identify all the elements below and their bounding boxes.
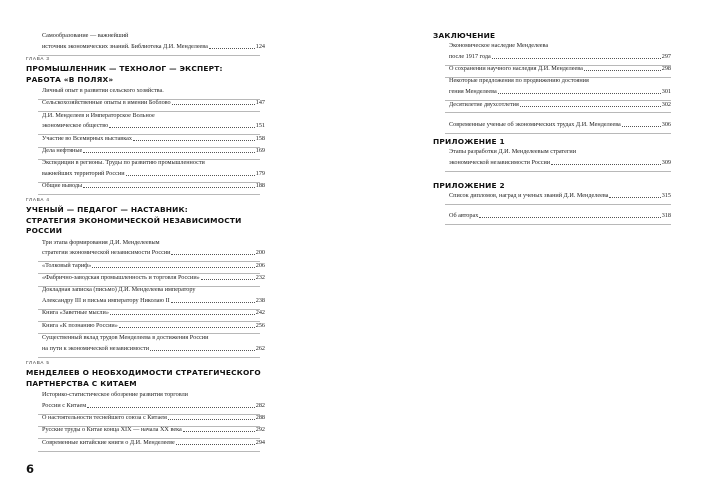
toc-entry-line: Некоторые предложения по продвижению достояния xyxy=(449,77,589,85)
toc-entry-title: гения Менделеева xyxy=(449,88,497,96)
section-title[interactable]: ЗАКЛЮЧЕНИЕ xyxy=(433,31,496,40)
dot-leader xyxy=(83,187,255,188)
toc-entry-line: Личный опыт в развитии сельского хозяйства. xyxy=(42,87,164,94)
toc-page-number: 200 xyxy=(255,249,265,257)
toc-entry-title: на пути к экономической независимости xyxy=(42,344,150,352)
section-title[interactable]: ПРИЛОЖЕНИЕ 1 xyxy=(433,137,505,146)
toc-page-number: 297 xyxy=(661,52,671,60)
toc-page-number: 188 xyxy=(255,182,265,190)
toc-entry[interactable] xyxy=(42,135,265,143)
toc-page-number: 169 xyxy=(255,147,265,154)
toc-page-number: 301 xyxy=(661,88,671,96)
toc-entry[interactable] xyxy=(449,192,671,200)
toc-entry[interactable] xyxy=(42,43,265,51)
toc-entry[interactable] xyxy=(42,297,265,305)
dot-leader xyxy=(168,419,255,420)
toc-page-number: 318 xyxy=(661,212,671,220)
dot-leader xyxy=(609,197,660,198)
toc-entry-title: Современные ученые об экономических трудах Д.И. Менделеева xyxy=(449,120,621,128)
toc-entry[interactable] xyxy=(449,53,671,61)
toc-entry-line: Экспедиции в регионы. Труды по развитию промышленности xyxy=(42,159,205,167)
toc-entry-title: Русские труды о Китае конца XIX — начала XX века xyxy=(42,426,182,434)
entry-divider xyxy=(38,357,260,358)
entry-divider xyxy=(38,194,260,195)
toc-entry-line: Самообразование — важнейший xyxy=(42,32,129,39)
toc-entry[interactable] xyxy=(449,121,671,129)
toc-page-number: 256 xyxy=(255,321,265,329)
toc-page-number: 242 xyxy=(255,309,265,317)
toc-entry[interactable] xyxy=(42,249,265,257)
toc-entry-title: «Фабрично-заводская промышленность и торговля России» xyxy=(42,273,200,281)
chapter-label: ГЛАВА 5 xyxy=(26,360,50,365)
toc-entry-line: Докладная записка (письмо) Д.И. Менделеева императору xyxy=(42,286,196,294)
dot-leader xyxy=(209,48,255,49)
dot-leader xyxy=(183,431,255,432)
toc-page-number: 151 xyxy=(255,122,265,130)
toc-entry-title: Сельскохозяйственные опыты в имении Боблово xyxy=(42,99,171,107)
toc-page-number: 288 xyxy=(255,414,265,422)
toc-page-number: 309 xyxy=(661,158,671,166)
chapter-title[interactable]: РОССИИ xyxy=(26,226,63,235)
dot-leader xyxy=(92,267,254,268)
toc-entry-title: Книга «Заветные мысли» xyxy=(42,309,109,317)
dot-leader xyxy=(87,407,255,408)
toc-entry-title: О сохранении научного наследия Д.И. Менделеева xyxy=(449,65,583,73)
toc-entry[interactable] xyxy=(42,414,265,422)
section-title[interactable]: ПРИЛОЖЕНИЕ 2 xyxy=(433,181,505,190)
toc-entry-line: Экономическое наследие Менделеева xyxy=(449,42,549,49)
toc-page-number: 232 xyxy=(255,273,265,281)
toc-entry-title: Десятилетие двухсотлетия xyxy=(449,100,519,108)
dot-leader xyxy=(172,104,255,105)
toc-page-number: 302 xyxy=(661,100,671,108)
toc-entry-title: «Толковый тариф» xyxy=(42,261,92,269)
entry-divider xyxy=(38,55,260,56)
entry-divider xyxy=(445,224,671,225)
dot-leader xyxy=(171,302,255,303)
chapter-title[interactable]: УЧЕНЫЙ — ПЕДАГОГ — НАСТАВНИК: xyxy=(26,205,188,214)
toc-entry[interactable] xyxy=(42,147,265,155)
toc-entry-title: Книга «К познанию России» xyxy=(42,321,118,329)
chapter-title[interactable]: ПАРТНЕРСТВА С КИТАЕМ xyxy=(26,378,137,388)
toc-page-number: 292 xyxy=(255,426,265,434)
toc-entry[interactable] xyxy=(42,402,265,410)
dot-leader xyxy=(133,140,255,141)
toc-entry-title: Список дипломов, наград и ученых званий Д.И. Менделеева xyxy=(449,192,609,199)
toc-entry-line: Историко-статистическое обозрение развития торговли xyxy=(42,391,188,398)
toc-entry-title: важнейших территорий России xyxy=(42,170,125,178)
toc-page-number: 282 xyxy=(255,401,265,409)
toc-entry[interactable] xyxy=(42,99,265,107)
toc-entry-title: после 1917 года xyxy=(449,52,491,60)
dot-leader xyxy=(171,254,254,255)
toc-entry[interactable] xyxy=(42,426,265,434)
toc-entry[interactable] xyxy=(42,122,265,130)
chapter-title[interactable]: МЕНДЕЛЕЕВ О НЕОБХОДИМОСТИ СТРАТЕГИЧЕСКОГО xyxy=(26,368,261,377)
toc-entry[interactable] xyxy=(42,182,265,190)
toc-entry-line: Три этапа формирования Д.И. Менделеевым xyxy=(42,238,160,246)
entry-divider xyxy=(445,133,671,134)
dot-leader xyxy=(479,217,660,218)
toc-entry-line: Существенный вклад трудов Менделеева в достижения России xyxy=(42,333,209,341)
dot-leader xyxy=(520,106,661,107)
toc-entry[interactable] xyxy=(42,309,265,317)
toc-page-number: 262 xyxy=(255,344,265,352)
dot-leader xyxy=(551,164,661,165)
dot-leader xyxy=(83,152,254,153)
dot-leader xyxy=(126,175,255,176)
toc-page-number: 124 xyxy=(255,42,265,50)
dot-leader xyxy=(176,444,255,445)
entry-divider xyxy=(445,112,671,113)
entry-divider xyxy=(445,204,671,205)
toc-entry-line: Д.И. Менделеев и Императорское Вольное xyxy=(42,111,155,119)
dot-leader xyxy=(109,127,255,128)
toc-entry[interactable] xyxy=(42,262,265,270)
dot-leader xyxy=(622,126,661,127)
toc-page-number: 238 xyxy=(255,297,265,304)
toc-page-number: 179 xyxy=(255,170,265,178)
toc-entry[interactable] xyxy=(449,101,671,109)
toc-entry-title: экономическое общество xyxy=(42,122,109,130)
toc-entry-title: Общие выводы xyxy=(42,182,83,190)
chapter-label: ГЛАВА 4 xyxy=(26,197,50,202)
dot-leader xyxy=(584,70,661,71)
chapter-title[interactable]: СТРАТЕГИЯ ЭКОНОМИЧЕСКОЙ НЕЗАВИСИМОСТИ xyxy=(26,215,242,225)
toc-entry[interactable] xyxy=(42,345,265,353)
chapter-label: ГЛАВА 3 xyxy=(26,56,50,61)
toc-entry[interactable] xyxy=(42,439,265,447)
chapter-title[interactable]: РАБОТА «В ПОЛЯХ» xyxy=(26,74,114,84)
toc-page-number: 147 xyxy=(255,99,265,107)
dot-leader xyxy=(110,314,255,315)
chapter-title[interactable]: ПРОМЫШЛЕННИК — ТЕХНОЛОГ — ЭКСПЕРТ: xyxy=(26,64,223,73)
dot-leader xyxy=(498,93,661,94)
toc-entry[interactable] xyxy=(42,322,265,330)
toc-entry-title: О настоятельности теснейшего союза с Китаем xyxy=(42,414,167,422)
toc-entry[interactable] xyxy=(42,274,265,282)
toc-entry-title: Александру III и письма императору Николаю II xyxy=(42,297,170,304)
toc-entry-title: источник экономических знаний. Библиотека Д.И. Менделеева xyxy=(42,42,208,50)
toc-entry-title: стратегии экономической независимости России xyxy=(42,249,171,257)
toc-page-number: 206 xyxy=(255,261,265,269)
toc-entry-title: Дела нефтяные xyxy=(42,147,83,154)
toc-entry[interactable] xyxy=(449,88,671,96)
toc-entry[interactable] xyxy=(449,159,671,167)
page-number: 6 xyxy=(26,462,35,476)
toc-entry-title: Современные китайские книги о Д.И. Менделееве xyxy=(42,438,175,446)
toc-page-number: 298 xyxy=(661,65,671,73)
toc-entry[interactable] xyxy=(449,65,671,73)
toc-page-number: 158 xyxy=(255,134,265,142)
toc-page-number: 306 xyxy=(661,120,671,128)
dot-leader xyxy=(119,327,255,328)
toc-page-number: 294 xyxy=(255,438,265,446)
entry-divider xyxy=(445,171,671,172)
toc-entry-title: экономической независимости России xyxy=(449,158,551,166)
dot-leader xyxy=(492,58,661,59)
toc-entry-title: России с Китаем xyxy=(42,401,87,409)
toc-entry[interactable] xyxy=(42,170,265,178)
entry-divider xyxy=(38,451,260,452)
toc-entry-title: Об авторах xyxy=(449,212,479,220)
dot-leader xyxy=(150,350,255,351)
toc-entry[interactable] xyxy=(449,212,671,220)
toc-entry-line: Этапы разработки Д.И. Менделеевым стратегии xyxy=(449,148,577,155)
toc-entry-title: Участие во Всемирных выставках xyxy=(42,134,132,142)
dot-leader xyxy=(201,279,255,280)
toc-page-number: 315 xyxy=(661,192,671,199)
